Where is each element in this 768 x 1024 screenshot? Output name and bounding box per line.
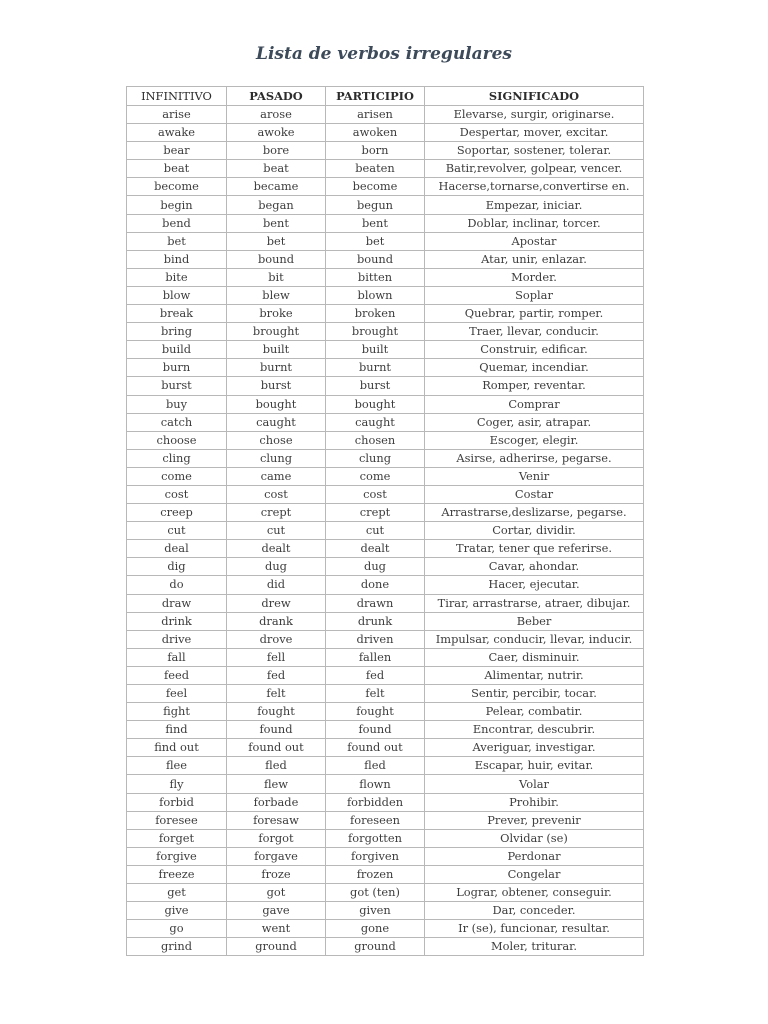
infinitivo-cell: blow	[127, 286, 227, 304]
participio-cell: bound	[326, 250, 425, 268]
significado-cell: Pelear, combatir.	[425, 703, 644, 721]
participio-cell: fled	[326, 757, 425, 775]
pasado-cell: cost	[227, 485, 326, 503]
participio-cell: cost	[326, 485, 425, 503]
table-row	[127, 232, 644, 250]
table-row	[127, 413, 644, 431]
participio-cell: come	[326, 467, 425, 485]
table-row	[127, 286, 644, 304]
pasado-cell: drank	[227, 612, 326, 630]
pasado-cell: flew	[227, 775, 326, 793]
significado-cell: Coger, asir, atrapar.	[425, 413, 644, 431]
table-row	[127, 359, 644, 377]
participio-cell: drunk	[326, 612, 425, 630]
significado-cell: Tratar, tener que referirse.	[425, 540, 644, 558]
pasado-cell: chose	[227, 431, 326, 449]
significado-cell: Impulsar, conducir, llevar, inducir.	[425, 630, 644, 648]
pasado-cell: burst	[227, 377, 326, 395]
infinitivo-cell: fly	[127, 775, 227, 793]
significado-cell: Caer, disminuir.	[425, 648, 644, 666]
table-row	[127, 721, 644, 739]
table-row	[127, 739, 644, 757]
table-row	[127, 884, 644, 902]
pasado-cell: bit	[227, 268, 326, 286]
infinitivo-cell: flee	[127, 757, 227, 775]
pasado-cell: caught	[227, 413, 326, 431]
infinitivo-cell: build	[127, 341, 227, 359]
participio-cell: born	[326, 142, 425, 160]
table-header-row	[127, 87, 644, 106]
table-row	[127, 685, 644, 703]
significado-cell: Costar	[425, 485, 644, 503]
pasado-cell: forbade	[227, 793, 326, 811]
table-row	[127, 558, 644, 576]
participio-cell: bitten	[326, 268, 425, 286]
participio-cell: done	[326, 576, 425, 594]
pasado-cell: brought	[227, 323, 326, 341]
infinitivo-cell: freeze	[127, 865, 227, 883]
infinitivo-cell: dig	[127, 558, 227, 576]
pasado-cell: found out	[227, 739, 326, 757]
infinitivo-cell: choose	[127, 431, 227, 449]
pasado-cell: blew	[227, 286, 326, 304]
pasado-cell: found	[227, 721, 326, 739]
table-row	[127, 757, 644, 775]
significado-cell: Lograr, obtener, conseguir.	[425, 884, 644, 902]
infinitivo-cell: fall	[127, 648, 227, 666]
header-infinitivo: INFINITIVO	[127, 87, 227, 106]
table-row	[127, 341, 644, 359]
participio-cell: dealt	[326, 540, 425, 558]
infinitivo-cell: bind	[127, 250, 227, 268]
table-row	[127, 485, 644, 503]
significado-cell: Comprar	[425, 395, 644, 413]
significado-cell: Beber	[425, 612, 644, 630]
infinitivo-cell: do	[127, 576, 227, 594]
pasado-cell: gave	[227, 902, 326, 920]
pasado-cell: foresaw	[227, 811, 326, 829]
pasado-cell: did	[227, 576, 326, 594]
participio-cell: gone	[326, 920, 425, 938]
pasado-cell: fed	[227, 666, 326, 684]
significado-cell: Romper, reventar.	[425, 377, 644, 395]
significado-cell: Olvidar (se)	[425, 829, 644, 847]
table-row	[127, 865, 644, 883]
participio-cell: brought	[326, 323, 425, 341]
table-row	[127, 431, 644, 449]
infinitivo-cell: bet	[127, 232, 227, 250]
infinitivo-cell: grind	[127, 938, 227, 956]
page-title: Lista de verbos irregulares	[255, 44, 512, 64]
significado-cell: Soportar, sostener, tolerar.	[425, 142, 644, 160]
pasado-cell: drew	[227, 594, 326, 612]
participio-cell: chosen	[326, 431, 425, 449]
infinitivo-cell: forbid	[127, 793, 227, 811]
significado-cell: Alimentar, nutrir.	[425, 666, 644, 684]
significado-cell: Tirar, arrastrarse, atraer, dibujar.	[425, 594, 644, 612]
significado-cell: Escoger, elegir.	[425, 431, 644, 449]
participio-cell: cut	[326, 522, 425, 540]
participio-cell: broken	[326, 305, 425, 323]
infinitivo-cell: get	[127, 884, 227, 902]
participio-cell: felt	[326, 685, 425, 703]
table-row	[127, 214, 644, 232]
infinitivo-cell: bring	[127, 323, 227, 341]
significado-cell: Prever, prevenir	[425, 811, 644, 829]
infinitivo-cell: cost	[127, 485, 227, 503]
table-row	[127, 160, 644, 178]
significado-cell: Atar, unir, enlazar.	[425, 250, 644, 268]
table-row	[127, 268, 644, 286]
pasado-cell: forgave	[227, 847, 326, 865]
table-row	[127, 829, 644, 847]
participio-cell: become	[326, 178, 425, 196]
pasado-cell: bet	[227, 232, 326, 250]
significado-cell: Arrastrarse,deslizarse, pegarse.	[425, 504, 644, 522]
significado-cell: Quemar, incendiar.	[425, 359, 644, 377]
table-row	[127, 124, 644, 142]
infinitivo-cell: draw	[127, 594, 227, 612]
infinitivo-cell: feed	[127, 666, 227, 684]
significado-cell: Cortar, dividir.	[425, 522, 644, 540]
participio-cell: crept	[326, 504, 425, 522]
table-row	[127, 142, 644, 160]
infinitivo-cell: creep	[127, 504, 227, 522]
significado-cell: Empezar, iniciar.	[425, 196, 644, 214]
pasado-cell: beat	[227, 160, 326, 178]
pasado-cell: burnt	[227, 359, 326, 377]
infinitivo-cell: deal	[127, 540, 227, 558]
pasado-cell: came	[227, 467, 326, 485]
participio-cell: begun	[326, 196, 425, 214]
infinitivo-cell: begin	[127, 196, 227, 214]
pasado-cell: got	[227, 884, 326, 902]
table-row	[127, 703, 644, 721]
participio-cell: caught	[326, 413, 425, 431]
infinitivo-cell: arise	[127, 106, 227, 124]
pasado-cell: felt	[227, 685, 326, 703]
table-row	[127, 522, 644, 540]
pasado-cell: froze	[227, 865, 326, 883]
participio-cell: got (ten)	[326, 884, 425, 902]
table-row	[127, 775, 644, 793]
significado-cell: Traer, llevar, conducir.	[425, 323, 644, 341]
participio-cell: built	[326, 341, 425, 359]
significado-cell: Prohibir.	[425, 793, 644, 811]
infinitivo-cell: forgive	[127, 847, 227, 865]
participio-cell: flown	[326, 775, 425, 793]
infinitivo-cell: burst	[127, 377, 227, 395]
pasado-cell: crept	[227, 504, 326, 522]
significado-cell: Averiguar, investigar.	[425, 739, 644, 757]
infinitivo-cell: bite	[127, 268, 227, 286]
significado-cell: Asirse, adherirse, pegarse.	[425, 449, 644, 467]
participio-cell: bet	[326, 232, 425, 250]
pasado-cell: bore	[227, 142, 326, 160]
participio-cell: beaten	[326, 160, 425, 178]
verbs-table	[126, 86, 644, 956]
participio-cell: fallen	[326, 648, 425, 666]
pasado-cell: arose	[227, 106, 326, 124]
table-row	[127, 847, 644, 865]
pasado-cell: forgot	[227, 829, 326, 847]
infinitivo-cell: foresee	[127, 811, 227, 829]
table-row	[127, 395, 644, 413]
participio-cell: driven	[326, 630, 425, 648]
infinitivo-cell: find	[127, 721, 227, 739]
pasado-cell: dealt	[227, 540, 326, 558]
pasado-cell: broke	[227, 305, 326, 323]
infinitivo-cell: bend	[127, 214, 227, 232]
significado-cell: Encontrar, descubrir.	[425, 721, 644, 739]
significado-cell: Construir, edificar.	[425, 341, 644, 359]
significado-cell: Hacer, ejecutar.	[425, 576, 644, 594]
participio-cell: forgiven	[326, 847, 425, 865]
table-row	[127, 666, 644, 684]
infinitivo-cell: come	[127, 467, 227, 485]
significado-cell: Perdonar	[425, 847, 644, 865]
significado-cell: Hacerse,tornarse,convertirse en.	[425, 178, 644, 196]
participio-cell: forgotten	[326, 829, 425, 847]
infinitivo-cell: forget	[127, 829, 227, 847]
pasado-cell: fought	[227, 703, 326, 721]
infinitivo-cell: drive	[127, 630, 227, 648]
significado-cell: Escapar, huir, evitar.	[425, 757, 644, 775]
table-row	[127, 377, 644, 395]
significado-cell: Venir	[425, 467, 644, 485]
table-row	[127, 305, 644, 323]
table-row	[127, 504, 644, 522]
infinitivo-cell: drink	[127, 612, 227, 630]
significado-cell: Cavar, ahondar.	[425, 558, 644, 576]
pasado-cell: built	[227, 341, 326, 359]
participio-cell: fought	[326, 703, 425, 721]
infinitivo-cell: buy	[127, 395, 227, 413]
table-row	[127, 250, 644, 268]
table-row	[127, 323, 644, 341]
pasado-cell: bought	[227, 395, 326, 413]
table-row	[127, 920, 644, 938]
pasado-cell: awoke	[227, 124, 326, 142]
pasado-cell: clung	[227, 449, 326, 467]
participio-cell: fed	[326, 666, 425, 684]
significado-cell: Ir (se), funcionar, resultar.	[425, 920, 644, 938]
pasado-cell: became	[227, 178, 326, 196]
participio-cell: found out	[326, 739, 425, 757]
table-row	[127, 178, 644, 196]
infinitivo-cell: find out	[127, 739, 227, 757]
participio-cell: frozen	[326, 865, 425, 883]
header-pasado: PASADO	[227, 87, 326, 106]
infinitivo-cell: bear	[127, 142, 227, 160]
participio-cell: foreseen	[326, 811, 425, 829]
table-row	[127, 449, 644, 467]
pasado-cell: cut	[227, 522, 326, 540]
table-row	[127, 793, 644, 811]
participio-cell: burst	[326, 377, 425, 395]
participio-cell: bent	[326, 214, 425, 232]
significado-cell: Quebrar, partir, romper.	[425, 305, 644, 323]
pasado-cell: went	[227, 920, 326, 938]
pasado-cell: bent	[227, 214, 326, 232]
participio-cell: ground	[326, 938, 425, 956]
significado-cell: Apostar	[425, 232, 644, 250]
participio-cell: forbidden	[326, 793, 425, 811]
pasado-cell: fell	[227, 648, 326, 666]
significado-cell: Sentir, percibir, tocar.	[425, 685, 644, 703]
pasado-cell: dug	[227, 558, 326, 576]
participio-cell: arisen	[326, 106, 425, 124]
table-row	[127, 648, 644, 666]
participio-cell: drawn	[326, 594, 425, 612]
significado-cell: Dar, conceder.	[425, 902, 644, 920]
table-row	[127, 576, 644, 594]
participio-cell: blown	[326, 286, 425, 304]
infinitivo-cell: beat	[127, 160, 227, 178]
infinitivo-cell: fight	[127, 703, 227, 721]
verbs-table-body	[127, 106, 644, 956]
table-row	[127, 540, 644, 558]
significado-cell: Despertar, mover, excitar.	[425, 124, 644, 142]
infinitivo-cell: cling	[127, 449, 227, 467]
infinitivo-cell: burn	[127, 359, 227, 377]
participio-cell: given	[326, 902, 425, 920]
infinitivo-cell: become	[127, 178, 227, 196]
participio-cell: found	[326, 721, 425, 739]
significado-cell: Congelar	[425, 865, 644, 883]
infinitivo-cell: awake	[127, 124, 227, 142]
pasado-cell: bound	[227, 250, 326, 268]
pasado-cell: ground	[227, 938, 326, 956]
participio-cell: burnt	[326, 359, 425, 377]
table-row	[127, 811, 644, 829]
significado-cell: Morder.	[425, 268, 644, 286]
header-significado: SIGNIFICADO	[425, 87, 644, 106]
table-row	[127, 467, 644, 485]
participio-cell: bought	[326, 395, 425, 413]
table-row	[127, 630, 644, 648]
pasado-cell: drove	[227, 630, 326, 648]
significado-cell: Volar	[425, 775, 644, 793]
significado-cell: Moler, triturar.	[425, 938, 644, 956]
table-row	[127, 106, 644, 124]
participio-cell: clung	[326, 449, 425, 467]
significado-cell: Doblar, inclinar, torcer.	[425, 214, 644, 232]
infinitivo-cell: go	[127, 920, 227, 938]
table-row	[127, 938, 644, 956]
infinitivo-cell: break	[127, 305, 227, 323]
infinitivo-cell: cut	[127, 522, 227, 540]
table-row	[127, 594, 644, 612]
significado-cell: Soplar	[425, 286, 644, 304]
infinitivo-cell: give	[127, 902, 227, 920]
header-participio: PARTICIPIO	[326, 87, 425, 106]
table-row	[127, 612, 644, 630]
significado-cell: Batir,revolver, golpear, vencer.	[425, 160, 644, 178]
participio-cell: dug	[326, 558, 425, 576]
significado-cell: Elevarse, surgir, originarse.	[425, 106, 644, 124]
table-row	[127, 902, 644, 920]
participio-cell: awoken	[326, 124, 425, 142]
infinitivo-cell: catch	[127, 413, 227, 431]
infinitivo-cell: feel	[127, 685, 227, 703]
pasado-cell: fled	[227, 757, 326, 775]
table-row	[127, 196, 644, 214]
pasado-cell: began	[227, 196, 326, 214]
